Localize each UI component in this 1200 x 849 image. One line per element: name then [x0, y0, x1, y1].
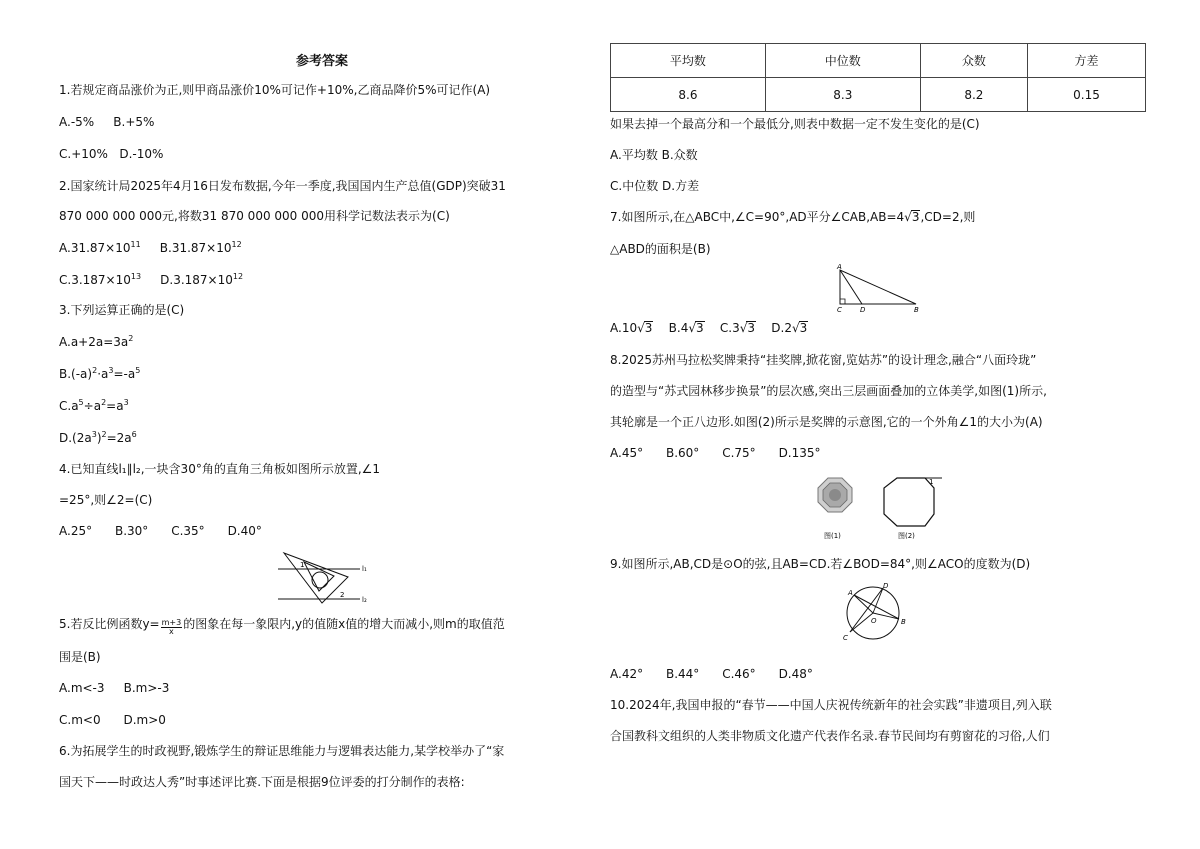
q7-option-d: D.2√3: [771, 321, 808, 335]
q4-triangle-figure: [276, 545, 376, 607]
page-title: 参考答案: [296, 54, 349, 69]
point-c-label: C: [843, 634, 848, 642]
table-header: 众数: [920, 44, 1027, 78]
q8-medal-figure: [812, 472, 944, 544]
exterior-angle-1-label: 1: [929, 478, 934, 486]
q5-option-a: A.m<-3: [59, 681, 105, 695]
table-header-row: [611, 44, 1146, 78]
q3-option-b: $B.(-a)^2\cdot a^3=-a^5$: [59, 366, 141, 381]
q1-options-ab: [59, 114, 154, 130]
medal-center-detail: [829, 489, 841, 501]
q9-option-b: B.44°: [665, 667, 700, 681]
q7-option-b: B.4√3: [668, 321, 704, 335]
question-8-line-3: 其轮廓是一个正八边形.如图(2)所示是奖牌的示意图,它的一个外角∠1的大小为(A): [610, 415, 1043, 429]
q7-triangle-figure: [832, 262, 924, 314]
q5-options-ab: [59, 680, 169, 696]
q4-option-a: A.25°: [59, 524, 93, 538]
question-5-line-2: 围是(B): [59, 650, 101, 664]
q9-option-d: D.48°: [778, 667, 813, 681]
q1-option-c: C.+10%: [59, 147, 108, 161]
q2-option-b: $B.31.87\times 10^{12}$: [159, 240, 242, 255]
q5-option-b: B.m>-3: [123, 681, 170, 695]
q8-option-b: B.60°: [665, 446, 700, 460]
point-b-label: B: [901, 618, 906, 626]
question-8-line-1: 8.2025苏州马拉松奖牌秉持“挂奖牌,掀花窗,览姑苏”的设计理念,融合“八面玲珑”: [610, 353, 1037, 367]
q1-options-cd: [59, 146, 163, 162]
q8-options: [610, 445, 821, 461]
medal-photo: [818, 478, 852, 512]
question-7-line-1: 7.如图所示,在△ABC中,∠C=90°,AD平分∠CAB,AB=4√3,CD=2,则: [610, 210, 976, 224]
q2-options-cd: [59, 272, 243, 288]
question-10-line-1: 10.2024年,我国申报的“春节——中国人庆祝传统新年的社会实践”非遗项目,列入联: [610, 698, 1052, 712]
question-6-line-2: 国天下——时政达人秀”时事述评比赛.下面是根据9位评委的打分制作的表格:: [59, 775, 465, 789]
q5-option-d: D.m>0: [123, 713, 166, 727]
q4-options: [59, 523, 262, 539]
vertex-a-label: A: [837, 263, 842, 271]
q7-option-c: C.3√3: [719, 321, 756, 335]
q3-option-c: $C.a^5\div a^2=a^3$: [59, 398, 129, 413]
table-row: [611, 78, 1146, 112]
question-10-line-2: 合国教科文组织的人类非物质文化遗产代表作名录.春节民间均有剪窗花的习俗,人们: [610, 729, 1050, 743]
question-5-line-1: 5.若反比例函数y= $\frac{m+3}{x}$ 的图象在每一象限内,y的值随x值的增大而减小,则m的取值范: [59, 617, 505, 636]
angle-2-label: 2: [340, 591, 345, 599]
set-square: [284, 553, 348, 603]
angle-1-label: 1: [300, 561, 305, 569]
q8-option-a: A.45°: [610, 446, 644, 460]
q2-option-c: $C.3.187\times 10^{13}$: [59, 272, 142, 287]
q7-options: [610, 320, 808, 336]
question-4-line-1: 4.已知直线l₁∥l₂,一块含30°角的直角三角板如图所示放置,∠1: [59, 462, 381, 476]
table-cell: 8.2: [920, 78, 1027, 112]
q9-option-c: C.46°: [722, 667, 756, 681]
question-6-line-1: 6.为拓展学生的时政视野,锻炼学生的辩证思维能力与逻辑表达能力,某学校举办了“家: [59, 744, 505, 758]
q5-option-c: C.m<0: [59, 713, 101, 727]
q2-option-d: $D.3.187\times 10^{12}$: [160, 272, 244, 287]
chord-ab: [854, 595, 899, 619]
table-cell: 8.3: [765, 78, 920, 112]
q9-circle-figure: [840, 582, 910, 644]
q4-option-b: B.30°: [114, 524, 149, 538]
question-6-line-3: 如果去掉一个最高分和一个最低分,则表中数据一定不发生变化的是(C): [610, 117, 980, 131]
question-1: 1.若规定商品涨价为正,则甲商品涨价10%可记作+10%,乙商品降价5%可记作(A): [59, 83, 491, 97]
q1-option-b: B.+5%: [113, 115, 155, 129]
q5-fraction: $\frac{m+3}{x}$: [161, 618, 182, 636]
table-cell: 0.15: [1027, 78, 1145, 112]
q5-options-cd: [59, 712, 166, 728]
question-9: 9.如图所示,AB,CD是⊙O的弦,且AB=CD.若∠BOD=84°,则∠ACO的度数为(D): [610, 557, 1031, 571]
q4-option-c: C.35°: [171, 524, 205, 538]
q9-options: [610, 666, 813, 682]
question-4-line-2: =25°,则∠2=(C): [59, 493, 153, 507]
fig2-caption: 图(2): [898, 532, 915, 540]
table-header: 平均数: [611, 44, 766, 78]
question-7-line-2: △ABD的面积是(B): [610, 242, 711, 256]
point-d-label: D: [883, 582, 889, 590]
vertex-b-label: B: [914, 306, 919, 314]
center-o-label: O: [871, 617, 877, 625]
q1-option-a: A.-5%: [59, 115, 95, 129]
l1-label: l₁: [362, 565, 367, 573]
q7-option-a: A.10√3: [610, 321, 653, 335]
set-square-hole: [312, 572, 328, 588]
score-stats-table: [610, 43, 1146, 112]
question-2-line-2: 870 000 000 000元,将数31 870 000 000 000用科学记数法表示为(C): [59, 209, 450, 223]
octagon-diagram: [884, 478, 934, 526]
point-d-label: D: [860, 306, 866, 314]
q2-options-ab: [59, 240, 242, 256]
table-cell: 8.6: [611, 78, 766, 112]
point-a-label: A: [848, 589, 853, 597]
table-header: 方差: [1027, 44, 1145, 78]
question-2-line-1: 2.国家统计局2025年4月16日发布数据,今年一季度,我国国内生产总值(GDP)突破31: [59, 179, 506, 193]
l2-label: l₂: [362, 596, 367, 604]
q1-option-d: D.-10%: [119, 147, 164, 161]
q3-option-a: $A.a+2a=3a^2$: [59, 334, 134, 349]
fig1-caption: 图(1): [824, 532, 841, 540]
table-header: 中位数: [765, 44, 920, 78]
q4-option-d: D.40°: [227, 524, 262, 538]
segment-bo: [873, 613, 899, 619]
q8-option-d: D.135°: [778, 446, 821, 460]
q8-option-c: C.75°: [722, 446, 756, 460]
q9-option-a: A.42°: [610, 667, 644, 681]
q6-options-ab: A.平均数 B.众数: [610, 148, 698, 162]
q3-option-d: $D.(2a^3)^2=2a^6$: [59, 430, 137, 445]
right-angle-mark: [840, 299, 845, 304]
question-8-line-2: 的造型与“苏式园林移步换景”的层次感,突出三层画面叠加的立体美学,如图(1)所示,: [610, 384, 1047, 398]
vertex-c-label: C: [837, 306, 842, 314]
q6-options-cd: C.中位数 D.方差: [610, 179, 700, 193]
q2-option-a: $A.31.87\times 10^{11}$: [59, 240, 141, 255]
question-3: 3.下列运算正确的是(C): [59, 303, 185, 317]
